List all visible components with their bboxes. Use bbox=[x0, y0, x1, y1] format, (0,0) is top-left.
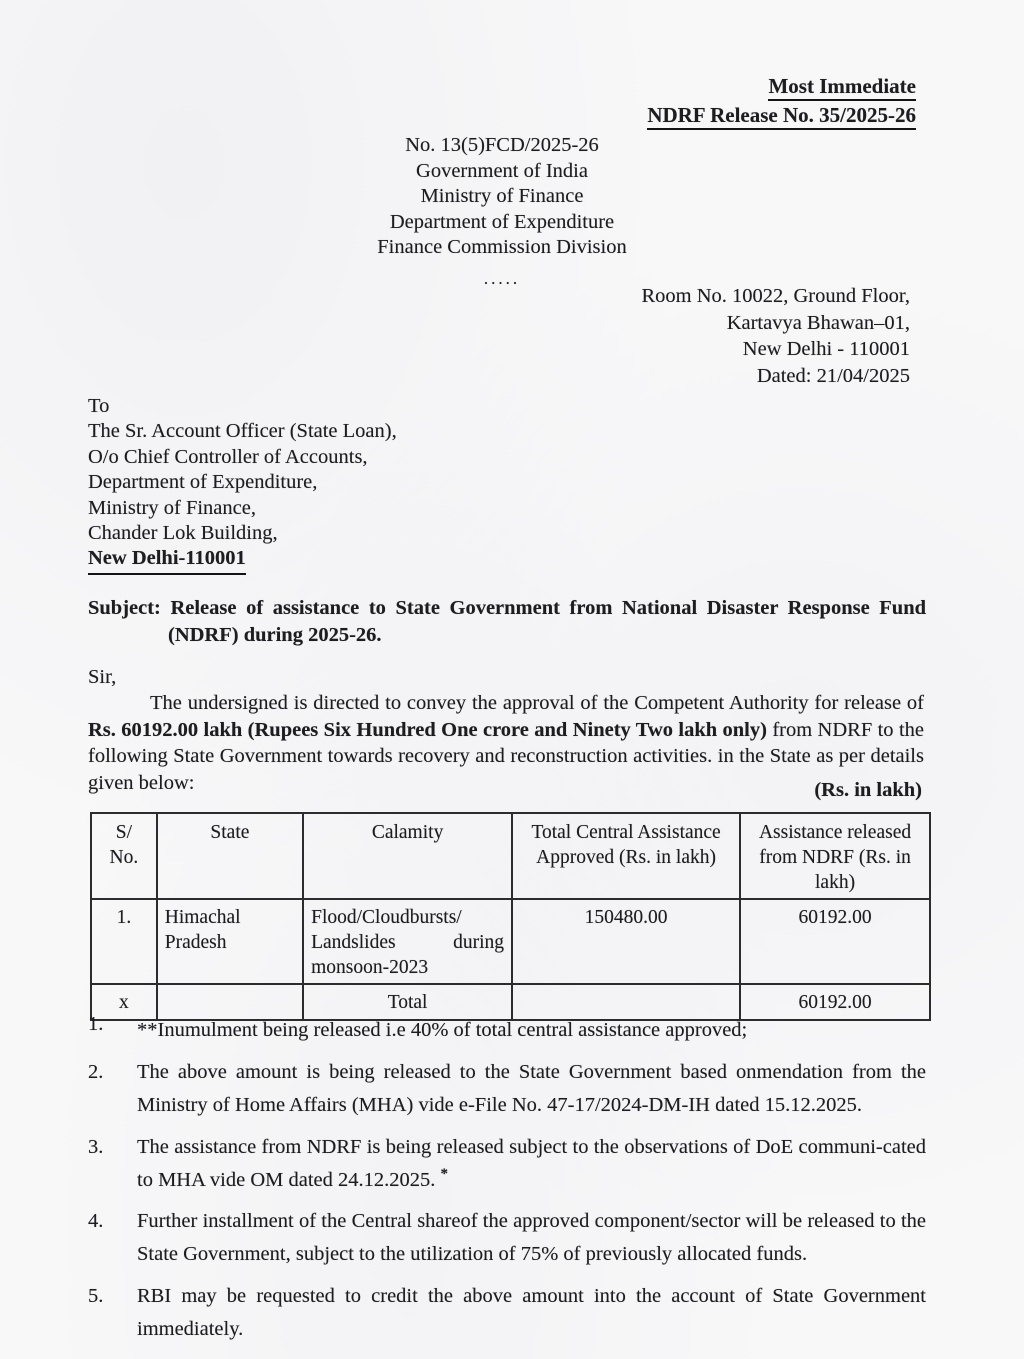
total-label: Total bbox=[303, 984, 512, 1020]
letter-date: Dated: 21/04/2025 bbox=[756, 364, 910, 387]
recipient-block bbox=[88, 394, 397, 575]
note-asterisk: * bbox=[440, 1165, 448, 1182]
note-text: Further installment of the Central shareof the approved component/sector will be released to the State Government, subject to the utilization of 75% of previously allocated funds. bbox=[137, 1210, 926, 1266]
salutation: Sir, bbox=[88, 666, 117, 688]
header-sno: S/ No. bbox=[91, 813, 157, 899]
table-row bbox=[91, 899, 930, 984]
cell-state: Himachal Pradesh bbox=[157, 899, 303, 984]
org-line-division: Finance Commission Division bbox=[377, 236, 627, 258]
letterhead bbox=[0, 133, 1004, 286]
header-approved: Total Central Assistance Approved (Rs. in lakh) bbox=[512, 813, 740, 899]
release-amount: Rs. 60192.00 lakh (Rupees Six Hundred One crore and Ninety Two lakh only) bbox=[88, 718, 767, 741]
body-text-post: from NDRF to the following State Government towards recovery and reconstruction activities. in the State as per details given below: bbox=[88, 718, 924, 794]
assistance-table bbox=[90, 812, 931, 1021]
note-item-1 bbox=[88, 1011, 926, 1044]
total-released: 60192.00 bbox=[740, 984, 930, 1020]
header-state: State bbox=[157, 813, 303, 899]
separator-dots: ..... bbox=[483, 268, 521, 288]
cell-approved: 150480.00 bbox=[512, 899, 740, 984]
cell-sno: 1. bbox=[91, 899, 157, 984]
header-calamity: Calamity bbox=[303, 813, 512, 899]
priority-label: Most Immediate bbox=[768, 74, 916, 101]
note-item-2 bbox=[88, 1059, 926, 1119]
sender-room-line: Room No. 10022, Ground Floor, bbox=[641, 285, 910, 307]
recipient-city: New Delhi-110001 bbox=[88, 546, 246, 574]
sender-address-block bbox=[641, 283, 910, 389]
note-number: 4. bbox=[88, 1210, 104, 1233]
sender-building-line: Kartavya Bhawan–01, bbox=[726, 311, 910, 334]
note-text: The assistance from NDRF is being released subject to the observations of DoE communi-cated to MHA vide OM dated 24.12.2025. bbox=[137, 1135, 926, 1191]
org-line-ministry: Ministry of Finance bbox=[420, 185, 584, 207]
note-text: **Inumulment being released i.e 40% of total central assistance approved; bbox=[137, 1018, 748, 1041]
org-line-govt: Government of India bbox=[416, 159, 588, 182]
total-sno-mark: x bbox=[91, 984, 157, 1020]
rs-in-lakh-note: (Rs. in lakh) bbox=[814, 779, 922, 801]
note-text: RBI may be requested to credit the above amount into the account of State Government immediately. bbox=[137, 1285, 926, 1341]
note-item-4 bbox=[88, 1208, 926, 1268]
file-number: No. 13(5)FCD/2025-26 bbox=[405, 134, 599, 156]
note-item-5 bbox=[88, 1283, 926, 1343]
subject-line: Subject: Release of assistance to State Government from National Disaster Response Fund (NDRF) during 2025-26. bbox=[88, 597, 926, 646]
header-released: Assistance released from NDRF (Rs. in lakh) bbox=[740, 813, 930, 899]
cell-released: 60192.00 bbox=[740, 899, 930, 984]
note-number: 3. bbox=[88, 1135, 104, 1158]
note-item-3 bbox=[88, 1134, 926, 1194]
note-number: 1. bbox=[88, 1013, 104, 1035]
note-text: The above amount is being released to the State Government based onmendation from the Ministry of Home Affairs (MHA) vide e-File No. 47-17/2024-DM-IH dated 15.12.2025. bbox=[137, 1060, 926, 1116]
recipient-line-officer: The Sr. Account Officer (State Loan), bbox=[88, 420, 397, 443]
table-header-row bbox=[91, 813, 930, 899]
release-number: NDRF Release No. 35/2025-26 bbox=[647, 103, 916, 130]
notes-list bbox=[88, 1011, 926, 1358]
body-paragraph bbox=[88, 690, 924, 796]
sender-city-line: New Delhi - 110001 bbox=[742, 338, 910, 360]
recipient-to-label: To bbox=[88, 395, 110, 417]
recipient-line-building: Chander Lok Building, bbox=[88, 522, 278, 545]
body-text-pre: The undersigned is directed to convey the approval of the Competent Authority for release of bbox=[150, 692, 924, 714]
note-number: 2. bbox=[88, 1060, 104, 1083]
note-number: 5. bbox=[88, 1285, 104, 1308]
org-line-department: Department of Expenditure bbox=[389, 210, 615, 233]
recipient-line-ministry: Ministry of Finance, bbox=[88, 496, 256, 519]
recipient-line-office: O/o Chief Controller of Accounts, bbox=[88, 445, 368, 468]
cell-calamity: Flood/Cloudbursts/ Landslides during monsoon-2023 bbox=[303, 899, 512, 984]
recipient-line-department: Department of Expenditure, bbox=[88, 471, 318, 494]
priority-block bbox=[647, 74, 916, 132]
